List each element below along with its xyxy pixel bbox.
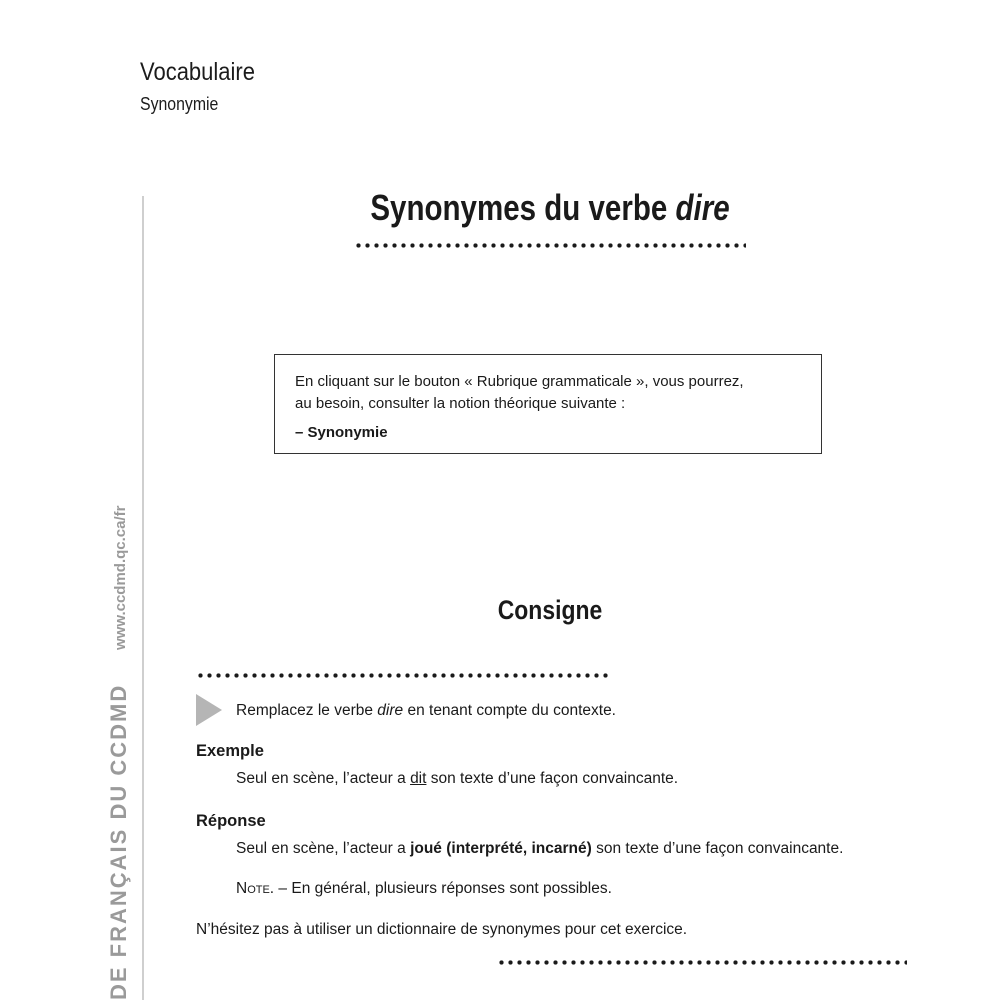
title-dotted-rule [354, 243, 746, 248]
answer-sentence [236, 841, 843, 857]
example-after: son texte d’une façon convaincante. [426, 770, 679, 787]
instruction-text [236, 703, 616, 719]
answer-note [236, 881, 612, 897]
grammar-notice-box [274, 354, 822, 454]
note-text: – En général, plusieurs réponses sont possibles. [274, 880, 612, 897]
notice-line-1: En cliquant sur le bouton « Rubrique grammaticale », vous pourrez, [295, 373, 744, 390]
page-title-verb: dire [675, 187, 730, 228]
answer-replacement: joué (interprété, incarné) [410, 840, 592, 857]
example-sentence [236, 771, 678, 787]
example-label: Exemple [196, 742, 264, 760]
example-word: dit [410, 770, 427, 787]
answer-before: Seul en scène, l’acteur a [236, 840, 411, 857]
section-title: Vocabulaire [140, 58, 255, 86]
notice-line-2: au besoin, consulter la notion théorique suivante : [295, 395, 626, 412]
notice-item-synonymie: – Synonymie [295, 424, 388, 441]
instruction-after: en tenant compte du contexte. [403, 702, 616, 719]
example-before: Seul en scène, l’acteur a [236, 770, 411, 787]
closing-text: N’hésitez pas à utiliser un dictionnaire de synonymes pour cet exercice. [196, 921, 688, 938]
consigne-dotted-rule [196, 673, 608, 678]
play-arrow-icon [196, 694, 222, 726]
consigne-heading: Consigne [497, 595, 603, 625]
section-subtitle: Synonymie [140, 94, 219, 114]
sidebar-url: www.ccdmd.qc.ca/fr [112, 505, 129, 650]
answer-label: Réponse [196, 812, 266, 830]
answer-after: son texte d’une façon convaincante. [591, 840, 844, 857]
instruction-verb: dire [377, 702, 404, 719]
page-title-prefix: Synonymes du verbe [370, 187, 668, 228]
page-title [99, 187, 1000, 228]
footer-dotted-rule [497, 960, 907, 965]
note-label: Note. [236, 880, 275, 897]
instruction-before: Remplacez le verbe [236, 702, 378, 719]
sidebar-brand: DE FRANÇAIS DU CCDMD [106, 683, 131, 1000]
